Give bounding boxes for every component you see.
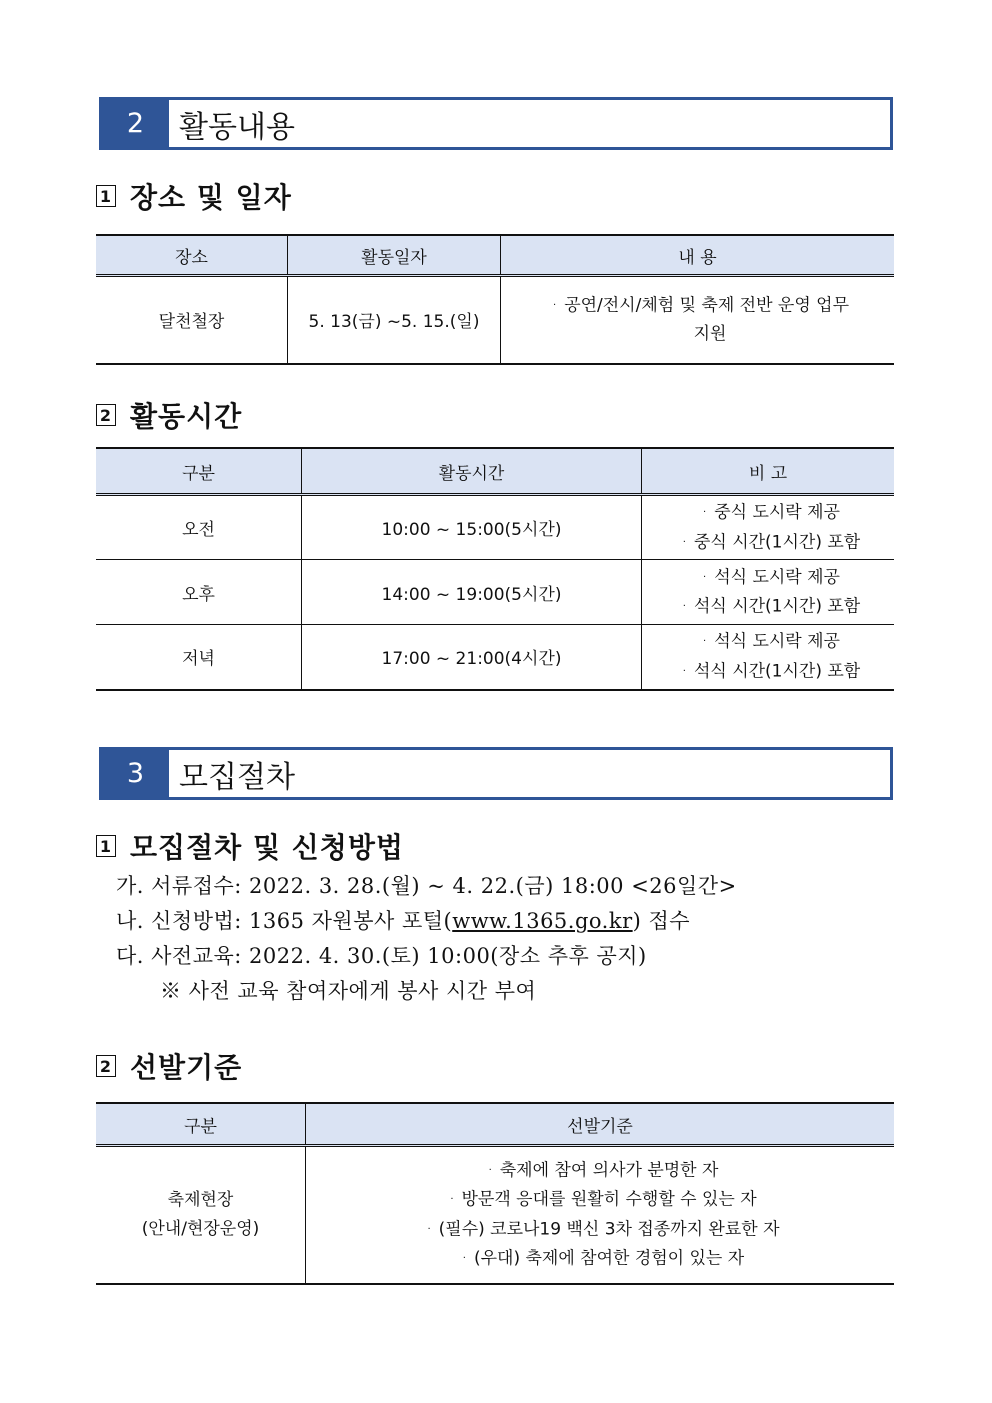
box-number: 2 — [96, 404, 116, 426]
col-header-dates: 활동일자 — [288, 235, 501, 276]
cell-time: 10:00 ~ 15:00(5시간) — [302, 495, 642, 560]
cell-time: 17:00 ~ 21:00(4시간) — [302, 625, 642, 690]
col-header-time: 활동시간 — [302, 448, 642, 495]
box-number: 1 — [96, 835, 116, 857]
table-row — [96, 560, 894, 625]
category-line: (안내/현장운영) — [141, 1218, 260, 1239]
section-3-header — [99, 747, 893, 800]
note-line: 석식 도시락 제공 — [714, 631, 840, 652]
cell-category — [96, 1146, 306, 1284]
bullet-icon: · — [553, 299, 557, 311]
note-line: 석식 도시락 제공 — [714, 567, 840, 587]
subheading-recruitment — [96, 826, 404, 866]
bullet-icon: · — [703, 636, 707, 648]
bullet-icon: · — [682, 536, 686, 548]
table-row — [96, 1146, 894, 1284]
col-header-note: 비 고 — [642, 448, 895, 495]
procedure-line: 가. 서류접수: 2022. 3. 28.(월) ~ 4. 22.(금) 18:00 <26일간> — [116, 874, 737, 898]
bullet-icon: · — [450, 1194, 454, 1206]
subheading-text: 장소 및 일자 — [130, 181, 292, 214]
cell-category: 저녁 — [96, 625, 302, 690]
cell-place: 달천철장 — [96, 276, 288, 364]
procedure-line: 다. 사전교육: 2022. 4. 30.(토) 10:00(장소 추후 공지) — [116, 944, 647, 968]
box-number: 1 — [96, 185, 116, 207]
procedure-text: 나. 신청방법: 1365 자원봉사 포털( — [116, 909, 453, 933]
bullet-icon: · — [427, 1223, 431, 1235]
table-row — [96, 276, 894, 364]
cell-time: 14:00 ~ 19:00(5시간) — [302, 560, 642, 625]
bullet-icon: · — [488, 1164, 492, 1176]
cell-criteria — [306, 1146, 895, 1284]
col-header-place: 장소 — [96, 235, 288, 276]
col-header-category: 구분 — [96, 448, 302, 495]
subheading-text: 선발기준 — [130, 1051, 243, 1084]
procedure-text: ) 접수 — [632, 909, 691, 933]
criteria-item: (필수) 코로나19 백신 3차 접종까지 완료한 자 — [438, 1219, 780, 1240]
place-date-table — [96, 234, 894, 365]
criteria-item: (우대) 축제에 참여한 경험이 있는 자 — [473, 1248, 745, 1269]
activity-time-table — [96, 447, 894, 691]
cell-category: 오후 — [96, 560, 302, 625]
section-number: 2 — [102, 100, 169, 147]
subheading-activity-time — [96, 395, 242, 435]
col-header-criteria: 선발기준 — [306, 1103, 895, 1146]
cell-note — [642, 495, 895, 560]
subheading-text: 활동시간 — [130, 400, 243, 433]
procedure-note: ※ 사전 교육 참여자에게 봉사 시간 부여 — [160, 979, 537, 1003]
box-number: 2 — [96, 1055, 116, 1077]
table-row — [96, 495, 894, 560]
criteria-item: 축제에 참여 의사가 분명한 자 — [499, 1160, 719, 1181]
section-title: 모집절차 — [179, 759, 295, 795]
cell-dates: 5. 13(금) ~5. 15.(일) — [288, 276, 501, 364]
cell-note — [642, 625, 895, 690]
subheading-text: 모집절차 및 신청방법 — [130, 831, 404, 864]
col-header-category: 구분 — [96, 1103, 306, 1146]
criteria-table — [96, 1102, 894, 1285]
section-2-header — [99, 97, 893, 150]
table-row — [96, 625, 894, 690]
subheading-place-date — [96, 176, 292, 216]
subheading-criteria — [96, 1046, 242, 1086]
note-line: 중식 도시락 제공 — [714, 502, 840, 523]
category-line: 축제현장 — [167, 1189, 234, 1210]
criteria-item: 방문객 응대를 원활히 수행할 수 있는 자 — [461, 1189, 757, 1210]
procedure-line — [116, 904, 737, 939]
col-header-content: 내 용 — [501, 235, 895, 276]
bullet-icon: · — [462, 1253, 466, 1265]
content-line: 공연/전시/체험 및 축제 전반 운영 업무 — [564, 295, 849, 315]
cell-content — [501, 276, 895, 364]
section-number: 3 — [102, 750, 169, 797]
content-line: 지원 — [693, 324, 727, 344]
cell-category: 오전 — [96, 495, 302, 560]
portal-link[interactable]: www.1365.go.kr — [452, 909, 633, 933]
procedure-list — [116, 869, 737, 1009]
bullet-icon: · — [682, 665, 686, 677]
bullet-icon: · — [682, 601, 686, 612]
bullet-icon: · — [703, 507, 707, 518]
note-line: 석식 시간(1시간) 포함 — [693, 661, 861, 682]
cell-note — [642, 560, 895, 625]
section-title: 활동내용 — [179, 109, 295, 145]
note-line: 중식 시간(1시간) 포함 — [693, 532, 861, 552]
bullet-icon: · — [703, 571, 707, 583]
note-line: 석식 시간(1시간) 포함 — [693, 596, 861, 617]
